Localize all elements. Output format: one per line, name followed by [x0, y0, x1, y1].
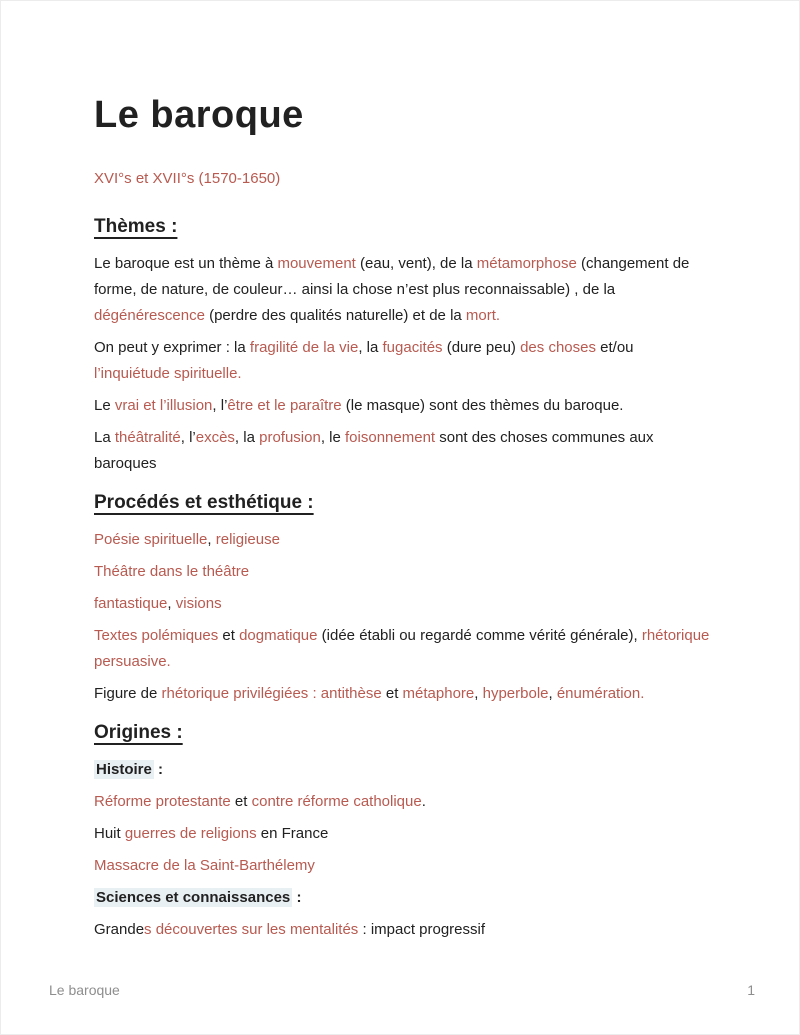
- subheading-sciences-label: Sciences et connaissances: [96, 889, 291, 906]
- footer-document-name: Le baroque: [49, 982, 120, 998]
- themes-paragraph-1: Le baroque est un thème à mouvement (eau, vent), de la métamorphose (changement de forme, de nature, de couleur… ainsi la chose n’est plus reconnaissable) , de la dégénérescence (perdre des qualités naturelle) et de la mort.: [94, 255, 690, 324]
- page-footer: [49, 982, 755, 998]
- footer-page-number: 1: [747, 982, 755, 998]
- procedes-paragraph-4: Textes polémiques et dogmatique (idée établi ou regardé comme vérité générale), rhétorique persuasive.: [94, 627, 710, 670]
- themes-paragraph-4: La théâtralité, l’excès, la profusion, le foisonnement sont des choses communes aux baroques: [94, 429, 654, 472]
- document-subtitle: XVI°s et XVII°s (1570-1650): [94, 170, 281, 187]
- section-heading-origines: Origines :: [94, 722, 183, 743]
- themes-paragraph-2: On peut y exprimer : la fragilité de la vie, la fugacités (dure peu) des choses et/ou l’inquiétude spirituelle.: [94, 339, 634, 382]
- procedes-paragraph-2: Théâtre dans le théâtre: [94, 563, 250, 580]
- subheading-sciences: [94, 885, 711, 911]
- procedes-paragraph-3: fantastique, visions: [94, 595, 222, 612]
- procedes-paragraph-1: Poésie spirituelle, religieuse: [94, 531, 280, 548]
- document-content: [1, 93, 799, 943]
- subheading-histoire-label: Histoire: [96, 761, 152, 778]
- origines-paragraph-4: Grandes découvertes sur les mentalités : impact progressif: [94, 921, 486, 938]
- subheading-sciences-colon: :: [292, 889, 302, 906]
- subheading-histoire: [94, 757, 711, 783]
- themes-paragraph-3: Le vrai et l’illusion, l’être et le paraître (le masque) sont des thèmes du baroque.: [94, 397, 624, 414]
- procedes-paragraph-5: Figure de rhétorique privilégiées : antithèse et métaphore, hyperbole, énumération.: [94, 685, 645, 702]
- page-title: Le baroque: [94, 94, 304, 136]
- subheading-histoire-colon: :: [153, 761, 164, 778]
- section-heading-procedes: Procédés et esthétique :: [94, 492, 314, 513]
- origines-paragraph-1: Réforme protestante et contre réforme catholique.: [94, 793, 426, 810]
- section-heading-themes: Thèmes :: [94, 216, 178, 237]
- origines-paragraph-3: Massacre de la Saint-Barthélemy: [94, 857, 315, 874]
- origines-paragraph-2: Huit guerres de religions en France: [94, 825, 329, 842]
